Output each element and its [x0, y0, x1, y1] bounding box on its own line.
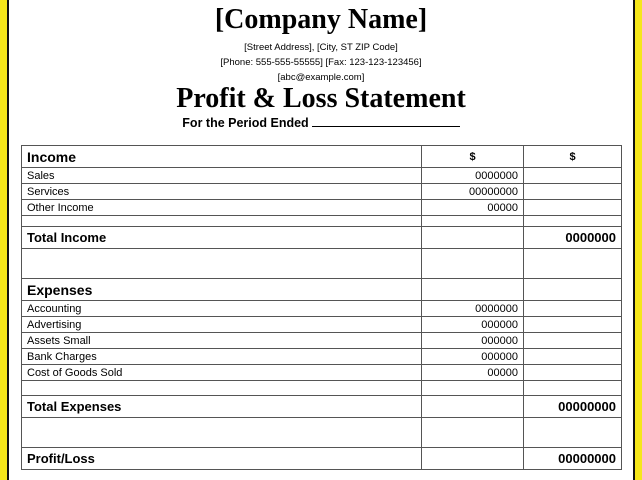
table-row [22, 349, 622, 365]
row-value[interactable]: 0000000 [422, 168, 524, 184]
row-value[interactable]: 000000 [422, 333, 524, 349]
period-label: For the Period Ended [182, 116, 309, 130]
row-value[interactable] [422, 227, 524, 249]
row-label: Advertising [22, 317, 422, 333]
spacer-row [22, 418, 622, 448]
row-value[interactable] [422, 396, 524, 418]
row-label: Assets Small [22, 333, 422, 349]
table-row [22, 168, 622, 184]
row-value[interactable]: 000000 [422, 317, 524, 333]
profit-loss-value[interactable]: 00000000 [524, 448, 622, 470]
profit-loss-table [21, 145, 622, 470]
company-contact: [Phone: 555-555-55555] [Fax: 123-123-123456] [220, 57, 422, 68]
row-total-cell[interactable] [524, 365, 622, 381]
expenses-heading-row [22, 279, 622, 301]
row-value[interactable]: 000000 [422, 349, 524, 365]
table-row [22, 301, 622, 317]
row-total-cell[interactable] [524, 301, 622, 317]
spacer-row [22, 249, 622, 279]
spacer-row [22, 381, 622, 396]
table-row [22, 317, 622, 333]
expenses-heading: Expenses [22, 279, 422, 301]
total-income-label: Total Income [22, 227, 422, 249]
company-name: [Company Name] [214, 4, 428, 35]
currency-column-2: $ [524, 146, 622, 168]
row-value[interactable]: 00000 [422, 200, 524, 216]
table-header-row [22, 146, 622, 168]
total-expenses-value[interactable]: 00000000 [524, 396, 622, 418]
row-total-cell[interactable] [524, 317, 622, 333]
row-value[interactable]: 0000000 [422, 301, 524, 317]
row-value[interactable]: 00000000 [422, 184, 524, 200]
spacer-row [22, 216, 622, 227]
row-label: Accounting [22, 301, 422, 317]
row-total-cell[interactable] [524, 349, 622, 365]
period-blank-field[interactable] [312, 115, 460, 127]
table-row [22, 333, 622, 349]
row-value[interactable]: 00000 [422, 365, 524, 381]
profit-loss-row [22, 448, 622, 470]
table-row [22, 200, 622, 216]
company-address: [Street Address], [City, ST ZIP Code] [244, 42, 398, 53]
row-label: Other Income [22, 200, 422, 216]
row-label: Services [22, 184, 422, 200]
income-heading: Income [22, 146, 422, 168]
total-expenses-label: Total Expenses [22, 396, 422, 418]
row-total-cell[interactable] [524, 200, 622, 216]
total-expenses-row [22, 396, 622, 418]
total-income-value[interactable]: 0000000 [524, 227, 622, 249]
table-row [22, 184, 622, 200]
row-total-cell[interactable] [524, 184, 622, 200]
company-email: [abc@example.com] [277, 72, 365, 83]
row-label: Cost of Goods Sold [22, 365, 422, 381]
row-label: Bank Charges [22, 349, 422, 365]
profit-loss-label: Profit/Loss [22, 448, 422, 470]
statement-title: Profit & Loss Statement [176, 83, 466, 114]
row-label: Sales [22, 168, 422, 184]
row-total-cell[interactable] [524, 168, 622, 184]
row-value[interactable] [422, 448, 524, 470]
table-row [22, 365, 622, 381]
total-income-row [22, 227, 622, 249]
currency-column-1: $ [422, 146, 524, 168]
period-line [0, 115, 642, 131]
row-total-cell[interactable] [524, 333, 622, 349]
